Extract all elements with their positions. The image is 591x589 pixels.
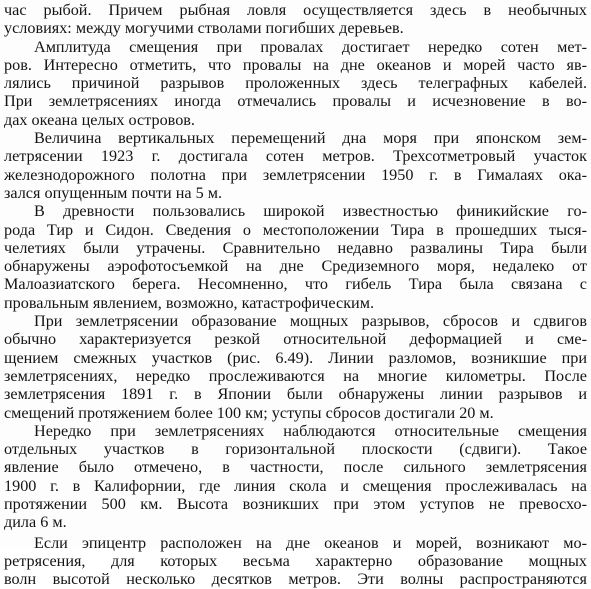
text-line: явление было отмечено, в частности, после сильного землетрясения <box>4 458 587 477</box>
text-line: челетиях были утрачены. Сравнительно недавно развалины Тира были <box>4 238 587 257</box>
text-line: землетрясениях, нередко прослеживаются на многие километры. После <box>4 366 587 385</box>
text-line: Малоазиатского берега. Несомненно, что гибель Тира была связана с <box>4 275 587 294</box>
text-line: Амплитуда смещения при провалах достигает нередко сотен мет- <box>34 37 587 56</box>
text-line: При землетрясениях иногда отмечались провалы и исчезновение в во- <box>4 92 587 111</box>
text-line: лялись причиной разрывов проложенных здесь телеграфных кабелей. <box>4 74 587 93</box>
text-line: обычно характеризуется резкой относительной деформацией и сме- <box>4 330 587 349</box>
text-line: дах океана целых островов. <box>4 110 195 129</box>
text-line: Нередко при землетрясениях наблюдаются относительные смещения <box>34 421 587 440</box>
text-line: Величина вертикальных перемещений дна моря при японском зем- <box>34 129 587 148</box>
text-line: отдельных участков в горизонтальной плоскости (сдвиги). Такое <box>4 440 587 459</box>
text-line: железнодорожного полотна при землетрясении 1950 г. в Гималаях ока- <box>4 165 587 184</box>
text-line: ретрясения, для которых весьма характерно образование мощных <box>4 551 587 570</box>
text-line: волн высотой несколько десятков метров. Эти волны распространяются <box>4 570 587 589</box>
text-line: обнаружены аэрофотосъемкой на дне Средиземного моря, недалеко от <box>4 257 587 276</box>
text-line: зался опущенным почти на 5 м. <box>4 183 223 202</box>
text-line: ров. Интересно отметить, что провалы на дне океанов и морей часто яв- <box>4 55 587 74</box>
text-column <box>4 1 587 589</box>
text-line: летрясении 1923 г. достигала сотен метров. Трехсотметровый участок <box>4 147 587 166</box>
text-line: землетрясения 1891 г. в Японии были обнаружены линии разрывов и <box>4 385 587 404</box>
text-line: щением смежных участков (рис. 6.49). Линии разломов, возникшие при <box>4 348 587 367</box>
text-line: рода Тир и Сидон. Сведения о местоположении Тира в прошедших тыся- <box>4 220 587 239</box>
text-line: В древности пользовались широкой известностью финикийские го- <box>34 202 587 221</box>
text-line: протяжении 500 км. Высота возникших при этом уступов не превосхо- <box>4 495 587 514</box>
text-line: дила 6 м. <box>4 513 67 532</box>
text-line: условиях: между могучими стволами погибших деревьев. <box>4 19 404 38</box>
text-line: 1900 г. в Калифорнии, где линия скола и смещения прослеживалась на <box>4 476 587 495</box>
text-line: При землетрясении образование мощных разрывов, сбросов и сдвигов <box>34 312 587 331</box>
text-line: смещений протяжением более 100 км; уступы сбросов достигали 20 м. <box>4 403 494 422</box>
text-line: Если эпицентр расположен на дне океанов и морей, возникают мо- <box>34 533 587 552</box>
text-line: час рыбой. Причем рыбная ловля осуществляется здесь в необычных <box>4 1 587 19</box>
text-line: провальным явлением, возможно, катастрофическим. <box>4 293 375 312</box>
